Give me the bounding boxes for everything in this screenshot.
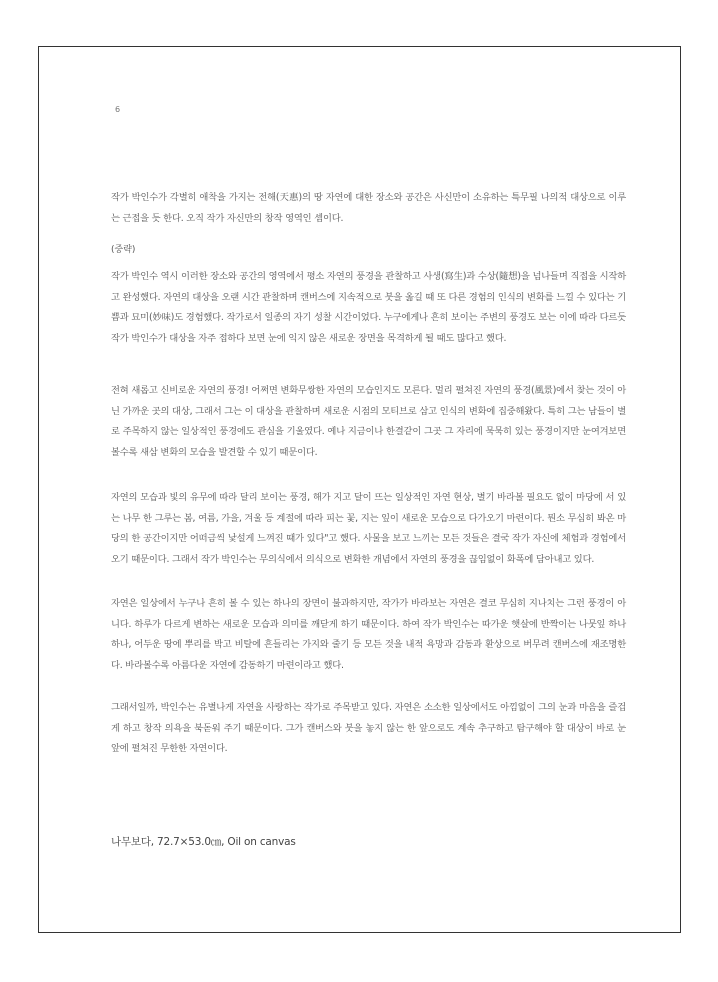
paragraph-6: 그래서일까, 박인수는 유별나게 자연을 사랑하는 작가로 주목받고 있다. 자연은 소소한 일상에서도 아낌없이 그의 눈과 마음을 즐겁게 하고 창작 의욕을 북돋워 주기 때문이다. 그가 캔버스와 붓을 놓지 않는 한 앞으로도 계속 추구하고 탐구해야 할 대상이 바로 눈 앞에 펼쳐진 무한한 자연이다. [111, 702, 626, 754]
paragraph-2: 작가 박인수 역시 이러한 장소와 공간의 영역에서 평소 자연의 풍경을 관찰하고 사생(寫生)과 수상(隨想)을 넘나들며 직접을 시작하고 완성했다. 자연의 대상을 오랜 시간 관찰하며 캔버스에 지속적으로 붓을 옮길 때 또 다른 경험의 인식의 변화를 느낄 수 있다는 기쁨과 묘미(妙味)도 경험했다. 작가로서 일종의 자기 성찰 시간이었다. 누구에게나 흔히 보이는 주변의 풍경도 보는 이에 따라 다르듯 작가 박인수가 대상을 자주 접하다 보면 눈에 익지 않은 새로운 장면을 목격하게 될 때도 많다고 했다. [111, 271, 626, 344]
page-number: 6 [115, 105, 121, 114]
paragraph-3: 전혀 새롭고 신비로운 자연의 풍경! 어쩌면 변화무쌍한 자연의 모습인지도 모른다. 멀리 펼쳐진 자연의 풍경(風景)에서 찾는 것이 아닌 가까운 곳의 대상, 그래서 그는 이 대상을 관찰하며 새로운 시점의 모티브로 삼고 인식의 변화에 집중해왔다. 특히 그는 남들이 별로 주목하지 않는 일상적인 풍경에도 관심을 기울였다. 예나 지금이나 한결같이 그곳 그 자리에 묵묵히 있는 풍경이지만 눈여겨보면 볼수록 새삼 변화의 모습을 발견할 수 있기 때문이다. [111, 385, 626, 458]
paragraph-1: 작가 박인수가 각별히 애착을 가지는 전해(天惠)의 땅 자연에 대한 장소와 공간은 사신만이 소유하는 특무필 나의적 대상으로 이루는 근접을 듯 한다. 오직 작가 자신만의 창작 영역인 셈이다. [111, 192, 626, 224]
document-page [38, 46, 681, 933]
artwork-caption: 나무보다, 72.7×53.0㎝, Oil on canvas [111, 836, 296, 848]
paragraph-4: 자연의 모습과 빛의 유무에 따라 달리 보이는 풍경, 해가 지고 달이 뜨는 일상적인 자연 현상, 별기 바라볼 필요도 없이 마당에 서 있는 나무 한 그루는 봄, 여름, 가을, 겨울 등 계절에 따라 피는 꽃, 지는 잎이 새로운 모습으로 다가오기 마련이다. 뭔소 무심히 봐온 마당의 한 공간이지만 어떠금씩 낯설게 느껴진 때가 있다"고 했다. 사물을 보고 느끼는 모든 것들은 결국 작가 자신에 체험과 경험에서 오기 때문이다. 그래서 작가 박인수는 무의식에서 의식으로 변화한 개념에서 자연의 풍경을 끊임없이 화폭에 담아내고 있다. [111, 492, 626, 565]
omission-mark: (중략) [111, 245, 136, 255]
paragraph-5: 자연은 일상에서 누구나 흔히 볼 수 있는 하나의 장면이 불과하지만, 작가가 바라보는 자연은 결코 무심히 지나치는 그런 풍경이 아니다. 하루가 다르게 변하는 새로운 모습과 의미를 깨닫게 하기 때문이다. 하여 작가 박인수는 따가운 햇살에 반짝이는 나뭇잎 하나하나, 어두운 땅에 뿌리를 박고 비탈에 흔들리는 가지와 줄기 등 모든 것을 내적 욕망과 감동과 환상으로 버무려 캔버스에 재조명한다. 바라볼수록 아름다운 자연에 감동하기 마련이라고 했다. [111, 598, 626, 671]
